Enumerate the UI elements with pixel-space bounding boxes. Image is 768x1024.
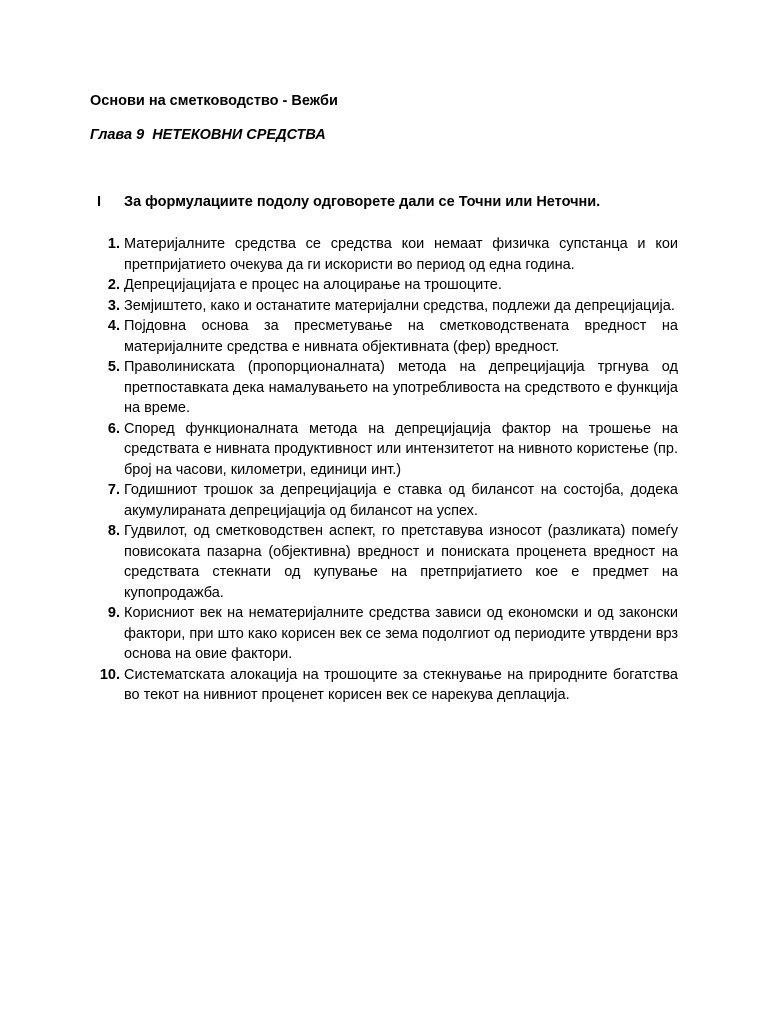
question-number: 9. xyxy=(107,605,120,621)
question-item xyxy=(90,665,678,706)
chapter-title: Глава 9 НЕТЕКОВНИ СРЕДСТВА xyxy=(90,127,326,143)
question-number: 1. xyxy=(107,236,120,252)
question-text: Гудвилот, од сметководствен аспект, го претставува износот (разликата) помеѓу повисоката пазарна (објективна) вредност и пониската проценета вредност на средствата стекнати од купување на претпријатието кое е предмет на купопродажба. xyxy=(124,523,678,601)
question-text: Појдовна основа за пресметување на сметководствената вредност на материјалните средства е нивната објективната (фер) вредност. xyxy=(124,318,678,355)
question-item xyxy=(90,521,678,603)
question-item xyxy=(90,603,678,665)
question-item xyxy=(90,316,678,357)
section-instruction: За формулациите подолу одговорете дали се Точни или Неточни. xyxy=(124,194,601,210)
question-text: Годишниот трошок за депрецијација е ставка од билансот на состојба, додека акумулираната депрецијација од билансот на успех. xyxy=(124,482,678,519)
section-number: I xyxy=(97,194,102,210)
question-number: 10. xyxy=(99,666,120,683)
question-number: 8. xyxy=(107,523,120,539)
question-text: Систематската алокација на трошоците за стекнување на природните богатства во текот на нивниот проценет корисен век се нарекува деплација. xyxy=(124,666,678,703)
question-item xyxy=(90,275,678,296)
question-number: 6. xyxy=(107,420,120,437)
question-number: 3. xyxy=(107,297,120,314)
question-text: Материјалните средства се средства кои немаат физичка супстанца и кои претпријатието очекува да ги искористи во период од една година. xyxy=(124,236,678,273)
question-item xyxy=(90,234,678,275)
document-title: Основи на сметководство - Вежби xyxy=(90,93,338,109)
question-text: Праволиниската (пропорционалната) метода на депрецијација тргнува од претпоставката дека намалувањето на употребливоста на средството е функција на време. xyxy=(124,359,678,416)
question-number: 2. xyxy=(107,277,120,293)
question-list xyxy=(90,234,678,706)
question-item xyxy=(90,357,678,419)
question-text: Земјиштето, како и останатите материјални средства, подлежи да депрецијација. xyxy=(124,297,675,314)
question-item xyxy=(90,480,678,521)
question-item xyxy=(90,296,678,317)
question-number: 4. xyxy=(107,318,120,334)
question-text: Според функционалната метода на депрецијација фактор на трошење на средствата е нивната продуктивност или интензитетот на нивното користење (пр. број на часови, километри, единици инт.) xyxy=(124,420,678,478)
question-text: Корисниот век на нематеријалните средства зависи од економски и од законски фактори, при што како корисен век се зема подолгиот од периодите утврдени врз основа на овие фактори. xyxy=(124,605,678,662)
question-number: 7. xyxy=(107,482,120,498)
question-number: 5. xyxy=(107,359,120,375)
question-item xyxy=(90,419,678,481)
question-text: Депрецијацијата е процес на алоцирање на трошоците. xyxy=(124,277,502,293)
